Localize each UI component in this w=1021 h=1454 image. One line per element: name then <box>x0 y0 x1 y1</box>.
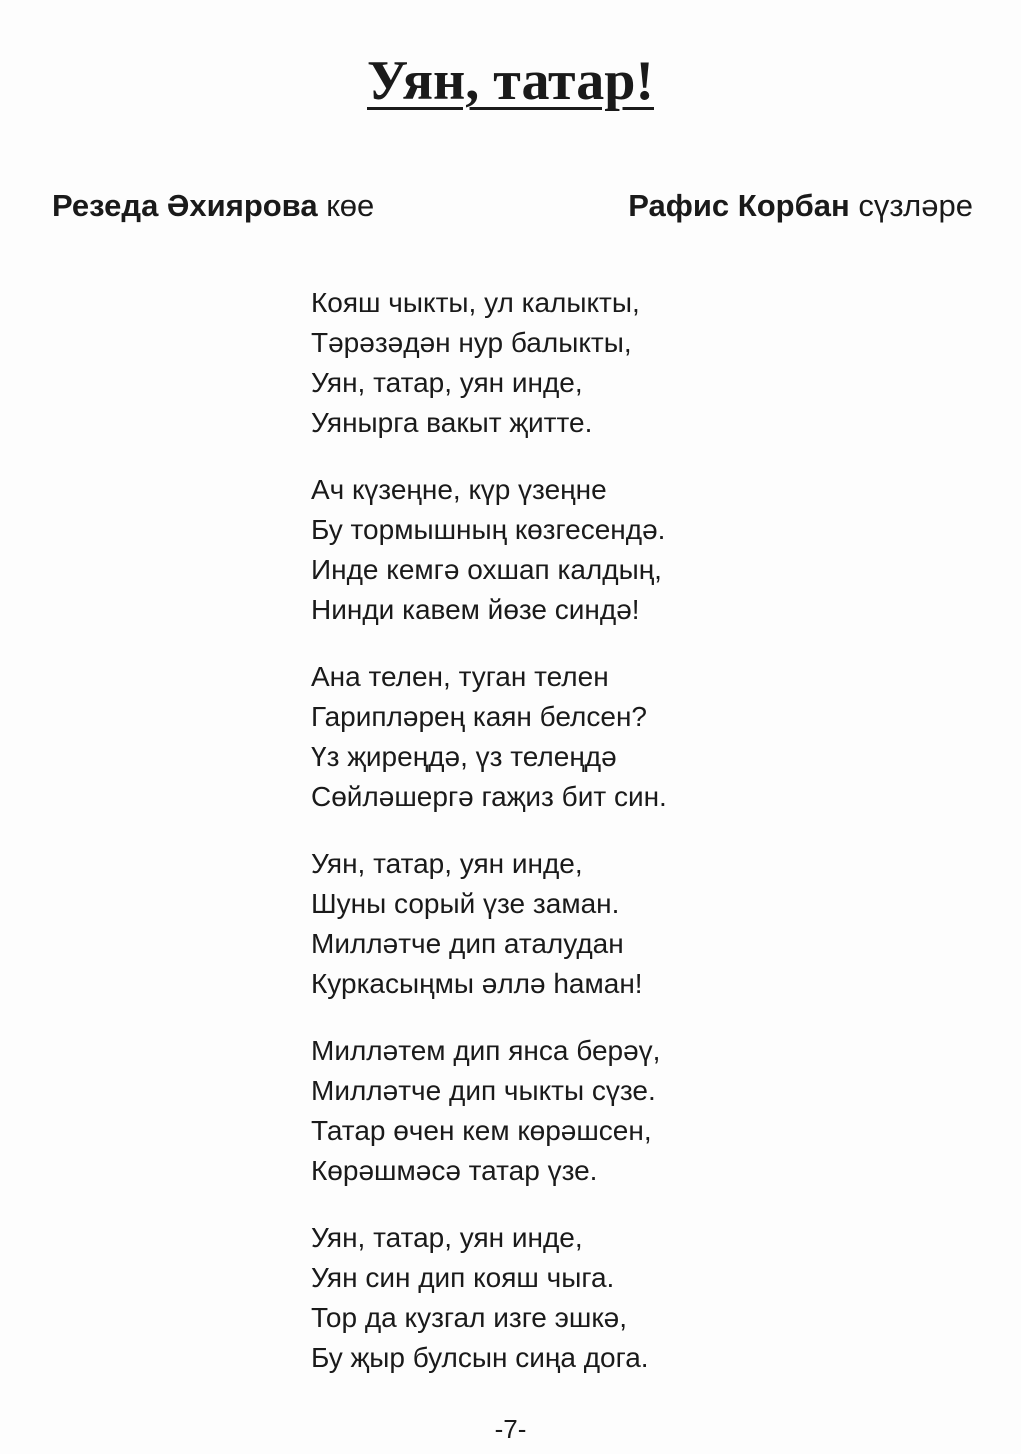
poem-line: Уян, татар, уян инде, <box>311 1222 583 1253</box>
page-number: -7- <box>494 1414 527 1444</box>
poem-body <box>311 283 831 1405</box>
poem-line: Сөйләшергә гаҗиз бит син. <box>311 781 667 812</box>
poem-line: Шуны сорый үзе заман. <box>311 888 620 919</box>
poem-line: Бу җыр булсын сиңа дога. <box>311 1342 649 1373</box>
song-title <box>0 46 1021 116</box>
poem-line: Бу тормышның көзгесендә. <box>311 514 666 545</box>
lyricist-name: Рафис Корбан <box>628 188 850 223</box>
composer-name: Резеда Әхиярова <box>52 188 318 223</box>
lyricist-role: сүзләре <box>858 188 973 223</box>
poem-line: Нинди кавем йөзе синдә! <box>311 594 640 625</box>
poem-line: Куркасыңмы әллә һаман! <box>311 968 643 999</box>
credits-row <box>0 186 1021 226</box>
song-title-text: Уян, татар! <box>367 50 654 112</box>
poem-line: Гарипләрең каян белсен? <box>311 701 647 732</box>
poem-line: Көрәшмәсә татар үзе. <box>311 1155 598 1186</box>
poem-line: Уян син дип кояш чыга. <box>311 1262 615 1293</box>
poem-line: Тор да кузгал изге эшкә, <box>311 1302 627 1333</box>
poem-line: Тәрәзәдән нур балыкты, <box>311 327 632 358</box>
composer-credit <box>52 186 374 226</box>
poem-line: Үз җиреңдә, үз телеңдә <box>311 741 617 772</box>
poem-line: Милләтче дип чыкты сүзе. <box>311 1075 656 1106</box>
lyricist-credit <box>628 186 973 226</box>
poem-line: Милләтем дип янса берәү, <box>311 1035 661 1066</box>
stanza-4 <box>311 844 831 1004</box>
poem-line: Уян, татар, уян инде, <box>311 848 583 879</box>
composer-role: көе <box>326 188 375 223</box>
stanza-5 <box>311 1031 831 1191</box>
poem-line: Татар өчен кем көрәшсен, <box>311 1115 652 1146</box>
poem-line: Уян, татар, уян инде, <box>311 367 583 398</box>
stanza-1 <box>311 283 831 443</box>
stanza-3 <box>311 657 831 817</box>
stanza-6 <box>311 1218 831 1378</box>
poem-line: Инде кемгә охшап калдың, <box>311 554 662 585</box>
poem-line: Ана телен, туган телен <box>311 661 609 692</box>
poem-line: Кояш чыкты, ул калыкты, <box>311 287 640 318</box>
poem-line: Милләтче дип аталудан <box>311 928 624 959</box>
poem-line: Уянырга вакыт җитте. <box>311 407 593 438</box>
poem-line: Ач күзеңне, күр үзеңне <box>311 474 607 505</box>
stanza-2 <box>311 470 831 630</box>
